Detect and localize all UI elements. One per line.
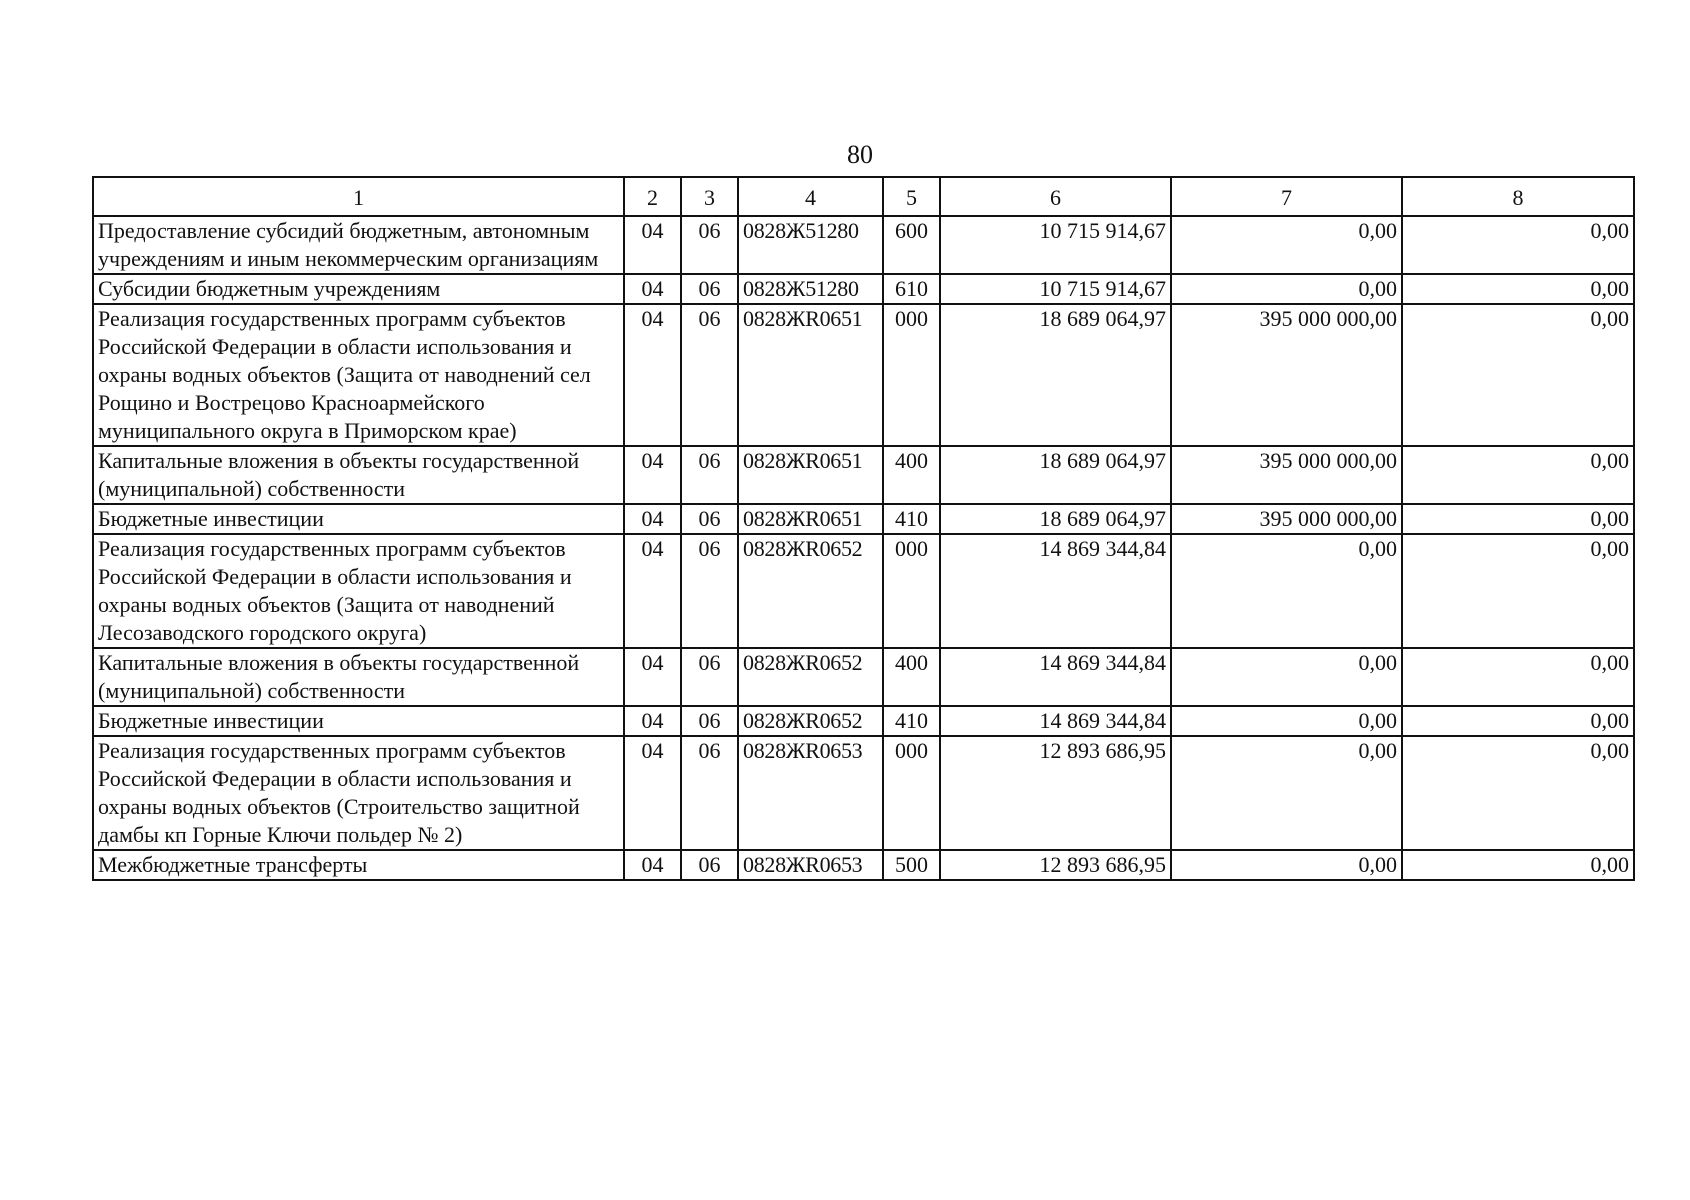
row-target-code: 0828ЖR0651 <box>738 304 883 446</box>
row-amount-8: 0,00 <box>1402 706 1634 736</box>
row-amount-7: 0,00 <box>1171 216 1402 274</box>
row-amount-6: 10 715 914,67 <box>940 274 1171 304</box>
row-section: 04 <box>624 850 681 880</box>
row-name: Предоставление субсидий бюджетным, автономным учреждениям и иным некоммерческим организациям <box>93 216 624 274</box>
row-target-code: 0828Ж51280 <box>738 274 883 304</box>
header-col-8: 8 <box>1402 177 1634 216</box>
row-subsection: 06 <box>681 534 738 648</box>
row-subsection: 06 <box>681 304 738 446</box>
row-section: 04 <box>624 304 681 446</box>
header-col-6: 6 <box>940 177 1171 216</box>
row-expense-type: 000 <box>883 736 940 850</box>
row-expense-type: 600 <box>883 216 940 274</box>
row-amount-7: 0,00 <box>1171 648 1402 706</box>
row-amount-8: 0,00 <box>1402 274 1634 304</box>
row-amount-7: 0,00 <box>1171 534 1402 648</box>
row-name: Реализация государственных программ субъектов Российской Федерации в области использования и охраны водных объектов (Защита от наводнений сел Рощино и Вострецово Красноармейского муниципального округа в Приморском крае) <box>93 304 624 446</box>
row-name: Реализация государственных программ субъектов Российской Федерации в области использования и охраны водных объектов (Строительство защитной дамбы кп Горные Ключи польдер № 2) <box>93 736 624 850</box>
row-amount-6: 12 893 686,95 <box>940 850 1171 880</box>
row-subsection: 06 <box>681 504 738 534</box>
row-section: 04 <box>624 706 681 736</box>
row-subsection: 06 <box>681 446 738 504</box>
row-amount-8: 0,00 <box>1402 304 1634 446</box>
row-target-code: 0828ЖR0653 <box>738 850 883 880</box>
header-col-7: 7 <box>1171 177 1402 216</box>
row-amount-6: 10 715 914,67 <box>940 216 1171 274</box>
table-row <box>93 648 1634 706</box>
row-expense-type: 000 <box>883 304 940 446</box>
row-amount-6: 18 689 064,97 <box>940 446 1171 504</box>
row-amount-6: 14 869 344,84 <box>940 706 1171 736</box>
page-number: 80 <box>847 140 873 169</box>
row-name: Капитальные вложения в объекты государственной (муниципальной) собственности <box>93 446 624 504</box>
table-row <box>93 304 1634 446</box>
row-amount-6: 12 893 686,95 <box>940 736 1171 850</box>
row-amount-6: 18 689 064,97 <box>940 304 1171 446</box>
row-amount-7: 0,00 <box>1171 706 1402 736</box>
row-name: Межбюджетные трансферты <box>93 850 624 880</box>
row-expense-type: 000 <box>883 534 940 648</box>
row-name: Бюджетные инвестиции <box>93 706 624 736</box>
row-amount-7: 395 000 000,00 <box>1171 304 1402 446</box>
budget-table <box>92 176 1635 881</box>
row-amount-7: 0,00 <box>1171 736 1402 850</box>
row-subsection: 06 <box>681 706 738 736</box>
row-section: 04 <box>624 446 681 504</box>
header-row <box>93 177 1634 216</box>
row-target-code: 0828ЖR0653 <box>738 736 883 850</box>
header-col-4: 4 <box>738 177 883 216</box>
row-target-code: 0828ЖR0652 <box>738 706 883 736</box>
row-expense-type: 410 <box>883 706 940 736</box>
row-section: 04 <box>624 274 681 304</box>
table-row <box>93 706 1634 736</box>
row-amount-8: 0,00 <box>1402 504 1634 534</box>
row-target-code: 0828ЖR0652 <box>738 534 883 648</box>
table-row <box>93 216 1634 274</box>
row-subsection: 06 <box>681 850 738 880</box>
row-name: Субсидии бюджетным учреждениям <box>93 274 624 304</box>
row-amount-7: 395 000 000,00 <box>1171 504 1402 534</box>
row-section: 04 <box>624 648 681 706</box>
row-amount-8: 0,00 <box>1402 446 1634 504</box>
row-amount-6: 14 869 344,84 <box>940 534 1171 648</box>
header-col-2: 2 <box>624 177 681 216</box>
row-amount-8: 0,00 <box>1402 216 1634 274</box>
row-amount-7: 395 000 000,00 <box>1171 446 1402 504</box>
row-target-code: 0828ЖR0651 <box>738 446 883 504</box>
row-expense-type: 410 <box>883 504 940 534</box>
header-col-5: 5 <box>883 177 940 216</box>
row-expense-type: 400 <box>883 648 940 706</box>
row-section: 04 <box>624 504 681 534</box>
row-target-code: 0828ЖR0652 <box>738 648 883 706</box>
row-subsection: 06 <box>681 274 738 304</box>
table-row <box>93 736 1634 850</box>
row-section: 04 <box>624 216 681 274</box>
row-expense-type: 500 <box>883 850 940 880</box>
row-amount-8: 0,00 <box>1402 736 1634 850</box>
row-name: Бюджетные инвестиции <box>93 504 624 534</box>
table-row <box>93 504 1634 534</box>
row-subsection: 06 <box>681 648 738 706</box>
row-section: 04 <box>624 736 681 850</box>
row-name: Капитальные вложения в объекты государственной (муниципальной) собственности <box>93 648 624 706</box>
table-row <box>93 446 1634 504</box>
row-subsection: 06 <box>681 216 738 274</box>
row-amount-8: 0,00 <box>1402 648 1634 706</box>
row-target-code: 0828ЖR0651 <box>738 504 883 534</box>
row-amount-7: 0,00 <box>1171 274 1402 304</box>
table-row <box>93 274 1634 304</box>
row-amount-8: 0,00 <box>1402 850 1634 880</box>
row-amount-6: 18 689 064,97 <box>940 504 1171 534</box>
table-row <box>93 850 1634 880</box>
row-section: 04 <box>624 534 681 648</box>
row-expense-type: 400 <box>883 446 940 504</box>
row-name: Реализация государственных программ субъектов Российской Федерации в области использования и охраны водных объектов (Защита от наводнений Лесозаводского городского округа) <box>93 534 624 648</box>
row-amount-7: 0,00 <box>1171 850 1402 880</box>
row-amount-6: 14 869 344,84 <box>940 648 1171 706</box>
header-col-1: 1 <box>93 177 624 216</box>
row-expense-type: 610 <box>883 274 940 304</box>
row-target-code: 0828Ж51280 <box>738 216 883 274</box>
row-subsection: 06 <box>681 736 738 850</box>
table-row <box>93 534 1634 648</box>
row-amount-8: 0,00 <box>1402 534 1634 648</box>
header-col-3: 3 <box>681 177 738 216</box>
